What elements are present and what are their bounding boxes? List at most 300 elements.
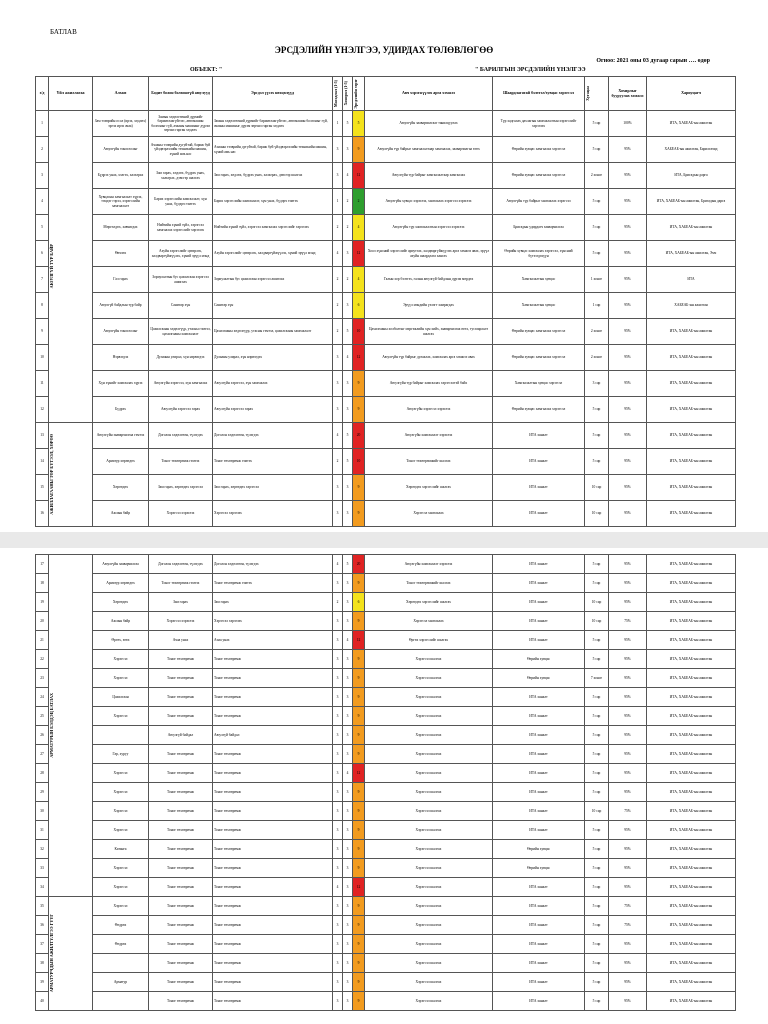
term-cell: 5 сар <box>585 783 609 802</box>
term-cell: 5 сар <box>585 688 609 707</box>
step-cell: Ажлын байр <box>93 501 149 527</box>
probability-cell: 4 <box>333 423 343 449</box>
step-cell: Катанга <box>93 840 149 859</box>
ppe-cell: Аюулгүйн түр байрыг хамгаалах хэрэгсэл <box>493 189 585 215</box>
ppe-cell: ИТА хяналт <box>493 423 585 449</box>
row-number: 5 <box>36 215 49 241</box>
condition-cell: Зам гарах <box>213 593 333 612</box>
action-cell: Хэрэгсэл шалгах <box>365 707 493 726</box>
condition-cell: Зам гарах, хөрөөдөх хэрэгсэл <box>213 475 333 501</box>
condition-cell: Тоног төхөөрөмж <box>213 650 333 669</box>
condition-cell: Хэрэгсэл хэрэглэх <box>213 501 333 527</box>
table-row <box>36 501 736 527</box>
probability-cell: 4 <box>333 878 343 897</box>
row-number: 13 <box>36 423 49 449</box>
category-label: АРМАТУРЧДЫН АЖИЛТҮЛГЭЭ ГҮҮГ <box>49 897 93 1011</box>
ppe-cell: Өөрийн хувцас <box>493 650 585 669</box>
risk-level-cell: 5 <box>353 111 365 137</box>
term-cell: 5 сар <box>585 954 609 973</box>
action-cell: Хэрэгсэл шалгах <box>365 954 493 973</box>
hazard-cell: Ахуйн хэрэгслийг цэвэрлэх, халдваргүйжүүлэх, хүний эрүүл мэнд <box>149 241 213 267</box>
severity-cell: 3 <box>343 574 353 593</box>
table-row <box>36 745 736 764</box>
table-row <box>36 859 736 878</box>
condition-cell: Тоног төхөөрөмж <box>213 954 333 973</box>
ppe-cell: ИТА хяналт <box>493 593 585 612</box>
severity-cell: 3 <box>343 783 353 802</box>
table-row <box>36 992 736 1011</box>
severity-cell: 3 <box>343 821 353 840</box>
ppe-cell: ИТА хяналт <box>493 631 585 650</box>
hazard-cell: Замын хөдөлгөөний дүрмийг баримтлаагүйгээс, автомашин болгоныг гүй, ачааны машиныг дүрэм зөрчил гарган хөдлөх <box>149 111 213 137</box>
ppe-cell: ИТА хяналт <box>493 475 585 501</box>
term-cell: 2 хоног <box>585 163 609 189</box>
risk-level-cell: 9 <box>353 916 365 935</box>
condition-cell: Аюулгүйн хэрэгсэл, хүн хамгаалах <box>213 371 333 397</box>
risk-level-cell: 12 <box>353 241 365 267</box>
hazard-cell: Санитар хүн <box>149 293 213 319</box>
probability-cell: 3 <box>333 612 343 631</box>
step-cell: Өөдрөх <box>93 916 149 935</box>
risk-level-cell: 9 <box>353 501 365 527</box>
table-row <box>36 802 736 821</box>
severity-cell: 3 <box>343 501 353 527</box>
hazard-cell: Тоног төхөөрөмж <box>149 897 213 916</box>
risk-level-cell: 9 <box>353 650 365 669</box>
responsible-cell: ИТА, ХАБЕАБ-ын ажилтан <box>647 215 736 241</box>
responsible-cell: ИТА, ХАБЕАБ-ын ажилтан <box>647 821 736 840</box>
responsible-cell: ИТА, ХАБЕАБ-ын ажилтан <box>647 449 736 475</box>
responsible-cell: ИТА, ХАБЕАБ-ын ажилтан <box>647 878 736 897</box>
step-cell: Хэрэгсэл <box>93 707 149 726</box>
term-cell: 5 сар <box>585 215 609 241</box>
risk-table-body-1 <box>36 111 736 527</box>
step-cell: Хэрэгсэл <box>93 783 149 802</box>
ppe-cell: ИТА хяналт <box>493 707 585 726</box>
condition-cell: Тоног төхөөрөмж <box>213 821 333 840</box>
action-cell: Хөрөөдөх хэрэгслийг шалгах <box>365 475 493 501</box>
term-cell: 7 хоног <box>585 669 609 688</box>
step-cell: Хэрэгсэл <box>93 878 149 897</box>
responsible-cell: ИТА, ХАБЕАБ-ын ажилтан <box>647 475 736 501</box>
severity-cell: 3 <box>343 371 353 397</box>
risk-table-1 <box>35 76 736 527</box>
term-cell: 2 хоног <box>585 345 609 371</box>
col-header: Эрсдэл үүсэх нөхцөлүүд <box>213 77 333 111</box>
term-cell: 5 сар <box>585 189 609 215</box>
row-number: 7 <box>36 267 49 293</box>
step-cell: Хэрэгсэл <box>93 764 149 783</box>
action-cell: Хэрэгсэл шалгах <box>365 821 493 840</box>
term-cell: 5 сар <box>585 631 609 650</box>
condition-cell: Ахуйн хэрэгслийг цэвэрлэх, халдваргүйжүүлэх, хүний эрүүл мэнд <box>213 241 333 267</box>
row-number: 4 <box>36 189 49 215</box>
step-cell: Хөрөөдөх <box>93 593 149 612</box>
hazard-cell: Тоног төхөөрөмж гэмтэх <box>149 449 213 475</box>
severity-cell: 3 <box>343 593 353 612</box>
probability-cell: 3 <box>333 650 343 669</box>
probability-cell: 4 <box>333 241 343 267</box>
reduction-cell: 95% <box>609 688 647 707</box>
action-cell: Хэрэгсэл шалгах <box>365 764 493 783</box>
hazard-cell: Тоног төхөөрөмж <box>149 764 213 783</box>
severity-cell: 3 <box>343 397 353 423</box>
severity-cell: 5 <box>343 449 353 475</box>
severity-cell: 3 <box>343 992 353 1011</box>
risk-level-cell: 9 <box>353 840 365 859</box>
term-cell: 5 сар <box>585 241 609 267</box>
ppe-cell: ИТА хяналт <box>493 688 585 707</box>
document-date: Огноо: 2021 оны 03 дугаар сарын …. өдөр <box>596 58 710 64</box>
action-cell: Галын хор бэлтгэх, галын аюулгүй байдлын дүрэм мөрдөх <box>365 267 493 293</box>
action-cell: Аюулгүйн түр байрыг хамгаалалтаар хамгаалах <box>365 163 493 189</box>
risk-level-cell: 9 <box>353 992 365 1011</box>
condition-cell: Дулааны улирал, хүн нэрвэгдэх <box>213 345 333 371</box>
table-row <box>36 555 736 574</box>
hazard-cell: Тоног төхөөрөмж <box>149 821 213 840</box>
ppe-cell: ИТА хяналт <box>493 954 585 973</box>
term-cell: 5 сар <box>585 745 609 764</box>
table-row <box>36 423 736 449</box>
action-cell: Эрүүл мэндийн үзлэгт хамрагдах <box>365 293 493 319</box>
row-number: 31 <box>36 821 49 840</box>
hazard-cell: Зам гарах, хөдлөх, бүдрэх унах, хальтрах, дэвсгэр шалгах <box>149 163 213 189</box>
ppe-cell: Хамгаалалтын хувцас хэрэгсэл <box>493 371 585 397</box>
severity-cell: 2 <box>343 215 353 241</box>
ppe-cell: Өөрийн хувцас <box>493 840 585 859</box>
condition-cell: Тоног төхөөрөмж <box>213 935 333 954</box>
row-number: 8 <box>36 293 49 319</box>
hazard-cell: Тоног төхөөрөмж <box>149 783 213 802</box>
risk-level-cell: 9 <box>353 707 365 726</box>
reduction-cell: 95% <box>609 878 647 897</box>
term-cell: 5 сар <box>585 111 609 137</box>
severity-cell: 3 <box>343 688 353 707</box>
table-row <box>36 371 736 397</box>
ppe-cell: ИТА хяналт <box>493 897 585 916</box>
step-cell: Бүдрэх унах, хэлгэх, хальтрах <box>93 163 149 189</box>
responsible-cell: ИТА <box>647 267 736 293</box>
row-number: 32 <box>36 840 49 859</box>
probability-cell: 3 <box>333 745 343 764</box>
ppe-cell: Өөрийн хувцас хамгаалах хэрэгсэл <box>493 319 585 345</box>
page-separator <box>0 532 768 548</box>
hazard-cell: Тоног төхөөрөмж <box>149 859 213 878</box>
term-cell: 5 сар <box>585 821 609 840</box>
condition-cell: Тоног төхөөрөмж <box>213 802 333 821</box>
responsible-cell: ХАБЕАБ-ын ажилтан <box>647 293 736 319</box>
severity-cell: 3 <box>343 897 353 916</box>
severity-cell: 3 <box>343 954 353 973</box>
probability-cell: 3 <box>333 859 343 878</box>
hazard-cell: Тоног төхөөрөмж <box>149 802 213 821</box>
responsible-cell: ИТА, ХАБЕАБ-ын ажилтан <box>647 650 736 669</box>
risk-table-body-2 <box>36 555 736 1011</box>
responsible-cell: ИТА, ХАБЕАБ-ын ажилтан <box>647 973 736 992</box>
term-cell: 5 сар <box>585 423 609 449</box>
step-cell: Гал гарах <box>93 267 149 293</box>
table-row <box>36 267 736 293</box>
responsible-cell: ИТА, ХАБЕАБ-ын ажилтан <box>647 992 736 1011</box>
row-number: 29 <box>36 783 49 802</box>
col-header: Хариуцагч <box>647 77 736 111</box>
table-row <box>36 783 736 802</box>
hazard-cell: Ачаа унах <box>149 631 213 650</box>
hazard-cell: Аюулгүй байдал <box>149 726 213 745</box>
action-cell: Аюулгүйн түр байрыг дулаалах, хамгаалах арга хэмжээ авах <box>365 345 493 371</box>
table-row <box>36 241 736 267</box>
responsible-cell: ИТА, ХАБЕАБ-ын ажилтан <box>647 593 736 612</box>
row-number: 17 <box>36 555 49 574</box>
probability-cell: 3 <box>333 973 343 992</box>
step-cell: Цахилгаан <box>93 688 149 707</box>
step-cell: Хүн хүнийг хамгаалах хүрэх <box>93 371 149 397</box>
table-row <box>36 475 736 501</box>
action-cell: Хэрэгсэл шалгах <box>365 840 493 859</box>
action-cell: Аюулгүйн хамгаалалт хэрэглэх <box>365 555 493 574</box>
row-number: 37 <box>36 935 49 954</box>
reduction-cell: 95% <box>609 726 647 745</box>
condition-cell: Аюулгүйн хэрэгсэл гарах <box>213 397 333 423</box>
action-cell: Хэрэгсэл шалгах <box>365 726 493 745</box>
probability-cell: 3 <box>333 935 343 954</box>
row-number: 10 <box>36 345 49 371</box>
term-cell: 10 сар <box>585 612 609 631</box>
step-cell: Өөдрөх <box>93 935 149 954</box>
responsible-cell: ИТА, ХАБЕАБ-ын ажилтан <box>647 669 736 688</box>
table-row <box>36 650 736 669</box>
action-cell: Хэрэгсэл шалгах <box>365 935 493 954</box>
risk-level-cell: 9 <box>353 897 365 916</box>
action-cell: Аюулгүйн түр хамгаалалтын хэрэгсэл хэрэглэх <box>365 215 493 241</box>
table-header-row <box>36 77 736 111</box>
responsible-cell: ИТА, ХАБЕАБ-ын ажилтан <box>647 897 736 916</box>
ppe-cell: Өөрийн хувцас хамгаалах хэрэгсэл, хүнсний бүтээгдэхүүн <box>493 241 585 267</box>
risk-level-cell: 12 <box>353 345 365 371</box>
reduction-cell: 95% <box>609 293 647 319</box>
action-cell: Хоол хүнсний хэрэгслийг ариутгах, халдваргүйжүүлэх арга хэмжээ авах, эрүүл ахуйн шаардлага хангах <box>365 241 493 267</box>
risk-level-cell: 4 <box>353 267 365 293</box>
condition-cell: Тоног төхөөрөмж <box>213 859 333 878</box>
reduction-cell: 95% <box>609 163 647 189</box>
ppe-cell: Өөрийн хувцас хамгаалах хэрэгсэл <box>493 137 585 163</box>
term-cell: 2 хоног <box>585 319 609 345</box>
probability-cell: 3 <box>333 345 343 371</box>
hazard-cell: Тоног төхөөрөмж <box>149 650 213 669</box>
reduction-cell: 95% <box>609 745 647 764</box>
condition-cell: Тоног төхөөрөмж гэмтэх <box>213 574 333 593</box>
step-cell: Арматур хөрөөдөх <box>93 574 149 593</box>
row-number: 16 <box>36 501 49 527</box>
responsible-cell: ИТА, ХАБЕАБ-ын ажилтан <box>647 764 736 783</box>
reduction-cell: 95% <box>609 137 647 163</box>
row-number: 2 <box>36 137 49 163</box>
step-cell: Аюулгүйн тоноглолыг <box>93 319 149 345</box>
col-header: Эрсдэлийн зэрэг <box>353 77 365 111</box>
hazard-cell: Хэрэгсэл хэрэглэх <box>149 501 213 527</box>
step-cell: Өвчлөх <box>93 241 149 267</box>
responsible-cell: ИТА, ХАБЕАБ-ын ажилтан <box>647 319 736 345</box>
reduction-cell: 95% <box>609 501 647 527</box>
severity-cell: 5 <box>343 319 353 345</box>
responsible-cell: ИТА, Бригадын дарга <box>647 163 736 189</box>
probability-cell: 3 <box>333 475 343 501</box>
severity-cell: 5 <box>343 555 353 574</box>
category-label: АЮУЛГҮЙ ТҮР БАЙР <box>49 111 93 423</box>
ppe-cell: Өөрийн хувцас <box>493 669 585 688</box>
row-number: 23 <box>36 669 49 688</box>
action-cell: Хэрэгсэл шалгах <box>365 745 493 764</box>
ppe-cell: ИТА хяналт <box>493 574 585 593</box>
term-cell: 5 сар <box>585 859 609 878</box>
row-number: 3 <box>36 163 49 189</box>
condition-cell: Тоног төхөөрөмж <box>213 669 333 688</box>
row-number: 24 <box>36 688 49 707</box>
step-cell <box>93 954 149 973</box>
row-number: 34 <box>36 878 49 897</box>
reduction-cell: 95% <box>609 707 647 726</box>
hazard-cell: Хэрэгсэл хэрэглэх <box>149 612 213 631</box>
row-number: 19 <box>36 593 49 612</box>
ppe-cell: Өөрийн хувцас хамгаалах хэрэгсэл <box>493 397 585 423</box>
hazard-cell: Тоног төхөөрөмж <box>149 992 213 1011</box>
risk-level-cell: 12 <box>353 764 365 783</box>
responsible-cell: ИТА, ХАБЕАБ-ын ажилтан <box>647 840 736 859</box>
probability-cell: 3 <box>333 840 343 859</box>
condition-cell: Санитар хүн <box>213 293 333 319</box>
term-cell: 5 сар <box>585 137 609 163</box>
reduction-cell: 95% <box>609 475 647 501</box>
category-label: АРМАТУРЫН БЭЛДЭЦ БАТЛАХ <box>49 555 93 897</box>
term-cell: 10 сар <box>585 475 609 501</box>
ppe-cell: ИТА хяналт <box>493 992 585 1011</box>
table-row <box>36 973 736 992</box>
table-row <box>36 726 736 745</box>
severity-cell: 4 <box>343 764 353 783</box>
condition-cell: Тоног төхөөрөмж гэмтэх <box>213 449 333 475</box>
ppe-cell: Өөрийн хувцас <box>493 859 585 878</box>
step-cell: Хувцасны хамгаалалт хүрэх, тэмдэг гэрэл, хэрэгслийн хамгаалалт <box>93 189 149 215</box>
ppe-cell: ИТА хяналт <box>493 821 585 840</box>
risk-level-cell: 9 <box>353 783 365 802</box>
probability-cell: 3 <box>333 688 343 707</box>
severity-cell: 3 <box>343 707 353 726</box>
reduction-cell: 95% <box>609 973 647 992</box>
term-cell: 1 хоног <box>585 267 609 293</box>
reduction-cell: 95% <box>609 267 647 293</box>
sheet-page-2 <box>0 548 768 1024</box>
row-number: 38 <box>36 954 49 973</box>
probability-cell: 1 <box>333 189 343 215</box>
probability-cell: 3 <box>333 574 343 593</box>
responsible-cell: ИТА, ХАБЕАБ-ын ажилтан <box>647 501 736 527</box>
responsible-cell: ХАБЕАБ-ын ажилтан, Барилгачид <box>647 137 736 163</box>
table-row <box>36 878 736 897</box>
condition-cell: Тоног төхөөрөмж <box>213 707 333 726</box>
responsible-cell: ИТА, ХАБЕАБ-ын ажилтан <box>647 111 736 137</box>
term-cell: 1 сар <box>585 293 609 319</box>
step-cell: Нэрвэгдэх <box>93 345 149 371</box>
step-cell: Бүдрэх <box>93 397 149 423</box>
table-row <box>36 935 736 954</box>
responsible-cell: ИТА, ХАБЕАБ-ын ажилтан <box>647 631 736 650</box>
condition-cell: Хэрэгсэл хэрэглэх <box>213 612 333 631</box>
reduction-cell: 95% <box>609 954 647 973</box>
action-cell: Цахилгааны холболтыг мэргэжлийн хүн хийх, зааварчилгаа өгөх, тусгаарлалт шалгах <box>365 319 493 345</box>
step-cell <box>93 726 149 745</box>
ppe-cell: ИТА хяналт <box>493 935 585 954</box>
reduction-cell: 75% <box>609 802 647 821</box>
risk-level-cell: 6 <box>353 293 365 319</box>
hazard-cell: Аюулгүйн хэрэгсэл, хүн хамгаалах <box>149 371 213 397</box>
responsible-cell: ИТА, ХАБЕАБ-ын ажилтан <box>647 345 736 371</box>
probability-cell: 3 <box>333 821 343 840</box>
responsible-cell: ИТА, ХАБЕАБ-ын ажилтан <box>647 555 736 574</box>
severity-cell: 5 <box>343 423 353 449</box>
action-cell: Хэрэгсэл шалгах <box>365 973 493 992</box>
risk-level-cell: 9 <box>353 802 365 821</box>
reduction-cell: 95% <box>609 935 647 954</box>
severity-cell: 2 <box>343 267 353 293</box>
col-header: Хохирол (1-5) <box>343 77 353 111</box>
risk-level-cell: 9 <box>353 371 365 397</box>
hazard-cell: Доголон хөдөлгөөн, түлэгдэх <box>149 423 213 449</box>
ppe-cell: ИТА хяналт <box>493 802 585 821</box>
probability-cell: 3 <box>333 707 343 726</box>
ppe-cell: ИТА хяналт <box>493 612 585 631</box>
table-row <box>36 574 736 593</box>
table-row <box>36 916 736 935</box>
risk-level-cell: 12 <box>353 163 365 189</box>
hazard-cell: Зам гарах, хөрөөдөх хэрэгсэл <box>149 475 213 501</box>
severity-cell: 3 <box>343 726 353 745</box>
condition-cell: Ачааны тээврийн дугуйтай, бариж буй үйлдвэрлэлийн техникийн машин, хүний амь нас <box>213 137 333 163</box>
col-header: Хугацаа <box>585 77 609 111</box>
document-title: ЭРСДЭЛИЙН ҮНЭЛГЭЭ, УДИРДАХ ТӨЛӨВЛӨГӨӨ <box>274 45 494 55</box>
severity-cell: 3 <box>343 612 353 631</box>
risk-level-cell: 9 <box>353 397 365 423</box>
condition-cell: Тоног төхөөрөмж <box>213 897 333 916</box>
table-row <box>36 397 736 423</box>
row-number: 11 <box>36 371 49 397</box>
col-header: Магадлал (1-5) <box>333 77 343 111</box>
reduction-cell: 95% <box>609 593 647 612</box>
document-subtitle: " БАРИЛГЫН ЭРСДЭЛИЙН ҮНЭЛГЭЭ <box>475 67 586 73</box>
step-cell: Гар, хуруу <box>93 745 149 764</box>
reduction-cell: 95% <box>609 764 647 783</box>
hazard-cell: Тоног төхөөрөмж <box>149 688 213 707</box>
responsible-cell: ИТА, ХАБЕАБ-ын ажилтан <box>647 612 736 631</box>
row-number: 18 <box>36 574 49 593</box>
probability-cell: 4 <box>333 555 343 574</box>
probability-cell: 2 <box>333 319 343 345</box>
action-cell: Хэрэгсэл шалгах <box>365 783 493 802</box>
condition-cell: Тоног төхөөрөмж <box>213 916 333 935</box>
hazard-cell: Цахилгааны хөдөлгүүр, утасны гэмтэл, цахилгааны хамгаалалт <box>149 319 213 345</box>
table-row <box>36 345 736 371</box>
action-cell: Аюулгүйн хэрэгсэл хэрэглэх <box>365 397 493 423</box>
term-cell: 5 сар <box>585 707 609 726</box>
col-header: Хохирлыг бууруулах хэмжээ <box>609 77 647 111</box>
ppe-cell: Түр хадгалах дахлагын хамгаалалтын хэрэгслийг хэрэглэх <box>493 111 585 137</box>
step-cell: Хөрөөдөх <box>93 475 149 501</box>
reduction-cell: 95% <box>609 189 647 215</box>
col-header: з/д <box>36 77 49 111</box>
risk-level-cell: 9 <box>353 669 365 688</box>
hazard-cell: Тоног төхөөрөмж <box>149 954 213 973</box>
action-cell: Хэрэгсэл шалгах <box>365 897 493 916</box>
probability-cell: 3 <box>333 501 343 527</box>
